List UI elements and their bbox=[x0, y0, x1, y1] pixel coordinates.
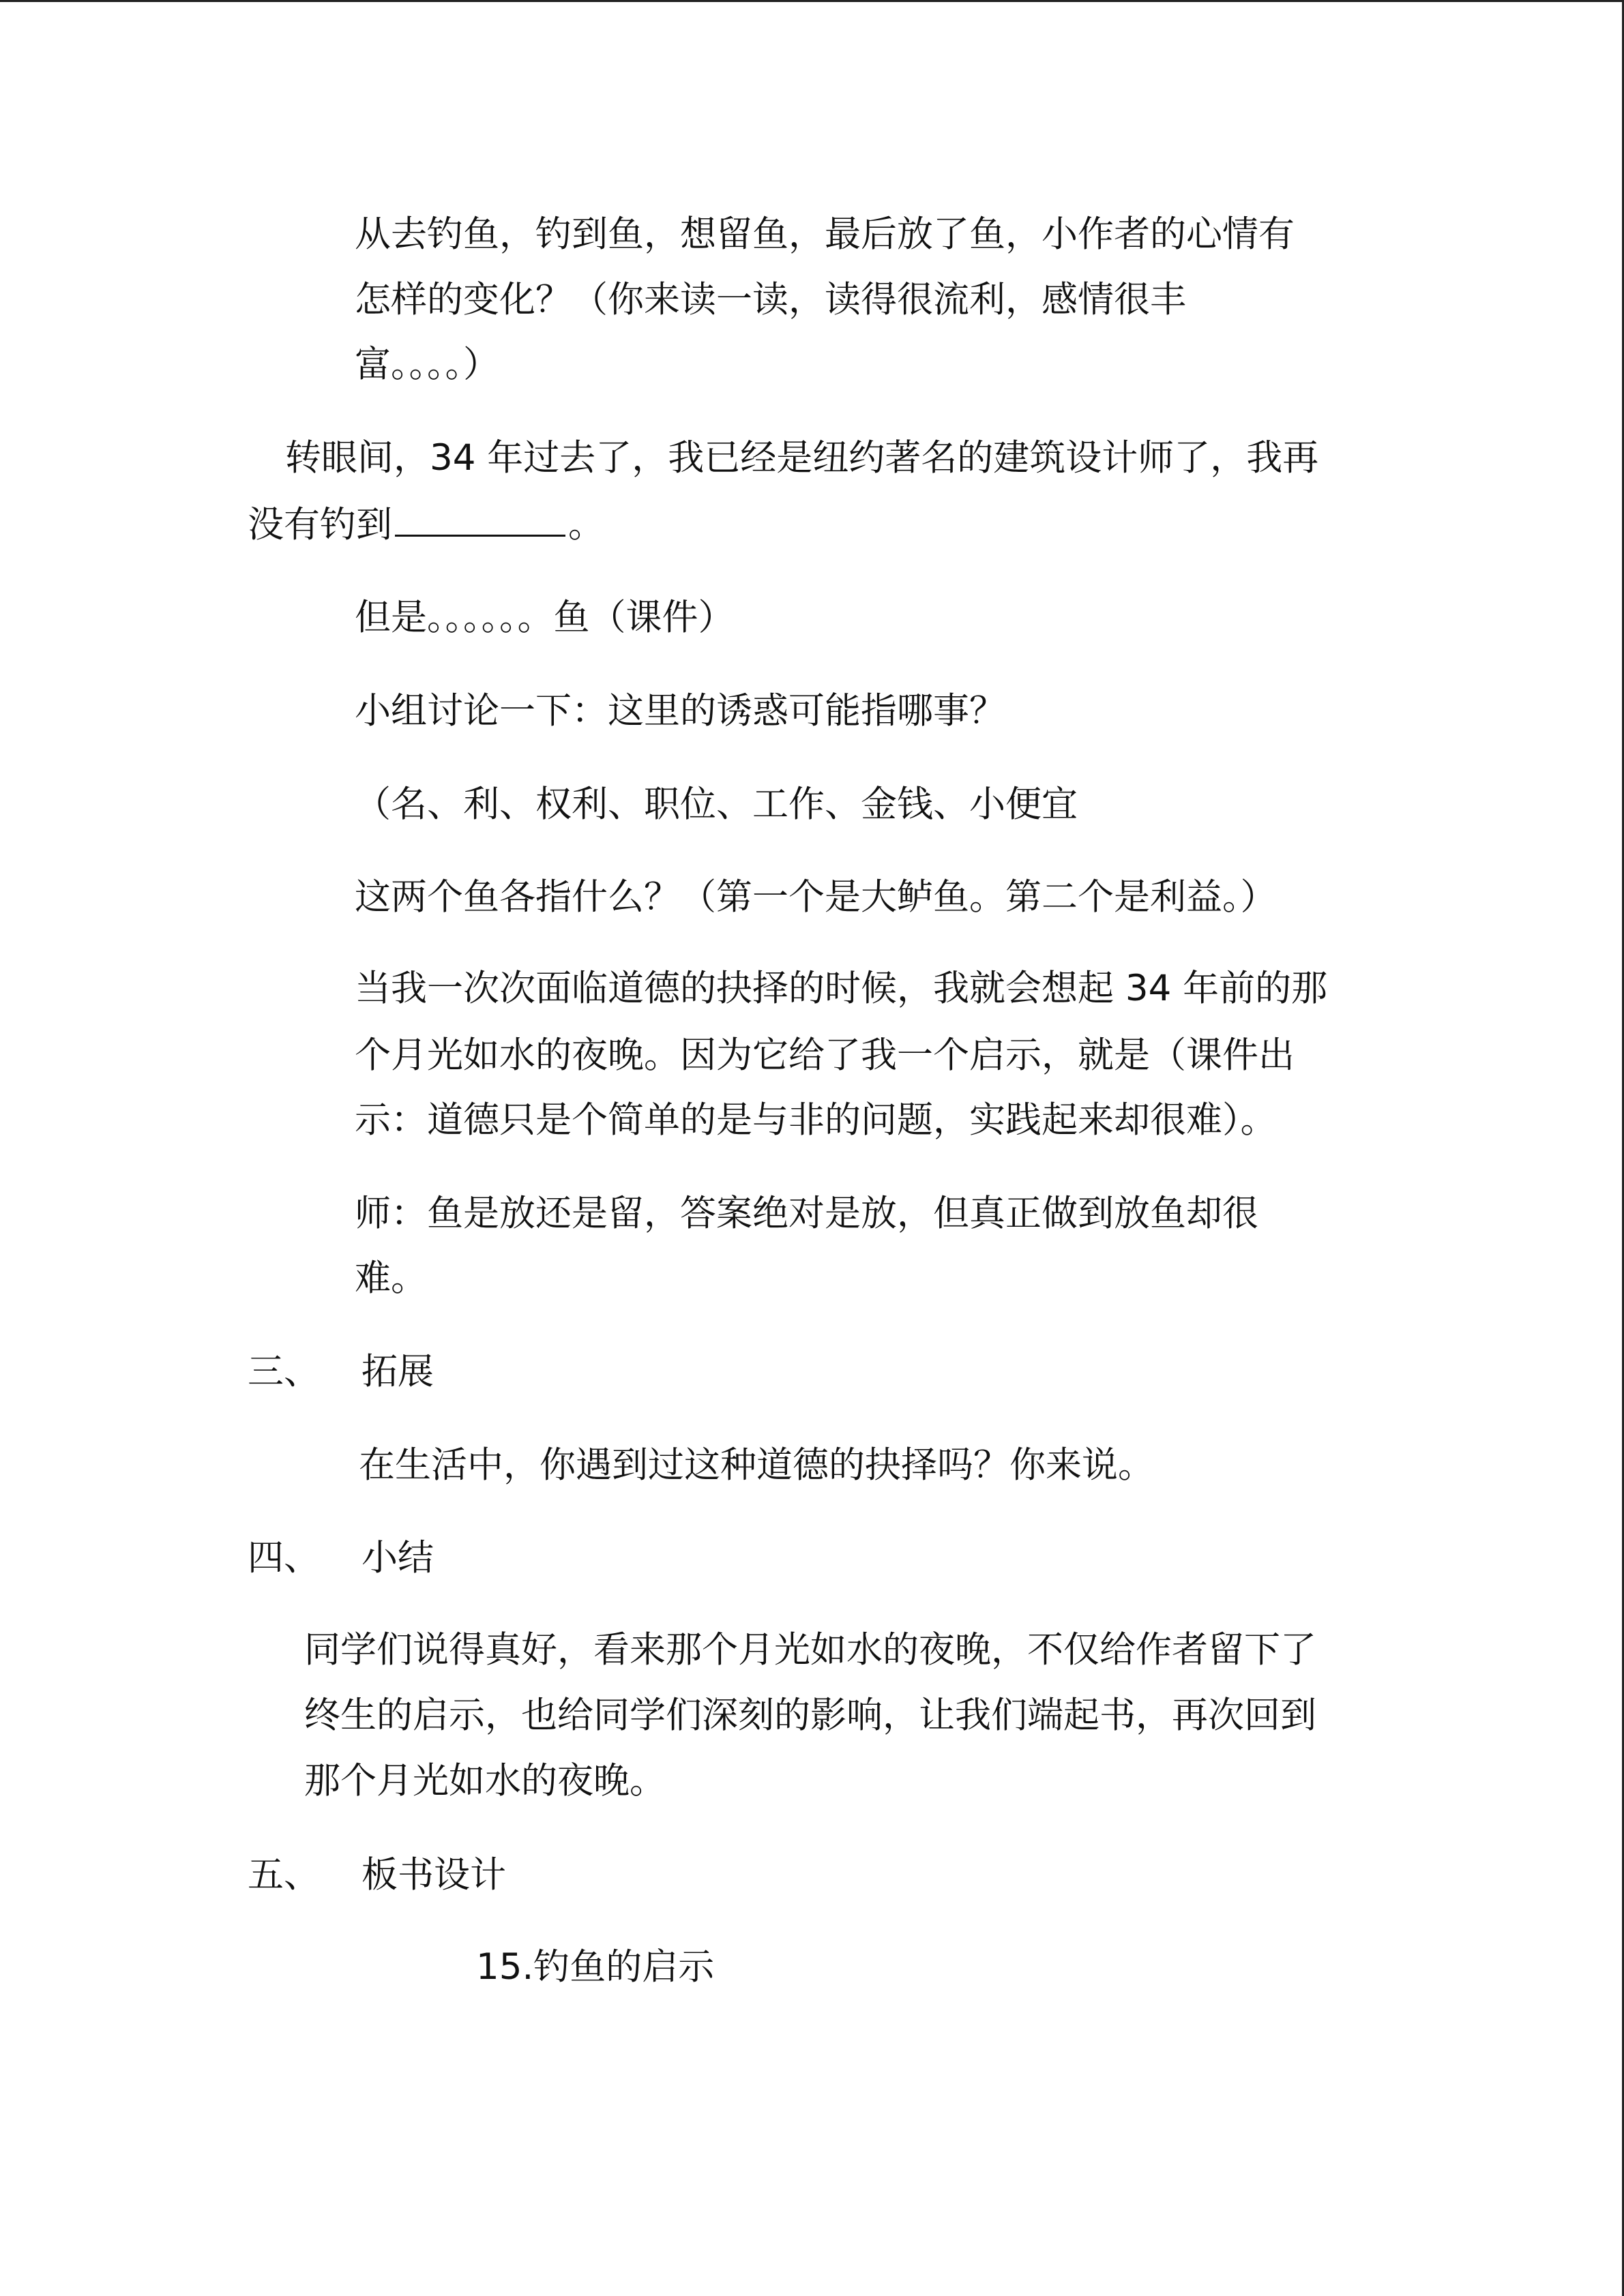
fill-in-blank bbox=[395, 507, 565, 537]
paragraph-line: 难。 bbox=[355, 1257, 427, 1299]
paragraph-line: 从去钓鱼，钓到鱼，想留鱼，最后放了鱼，小作者的心情有 bbox=[355, 213, 1295, 255]
paragraph-line: 怎样的变化？（你来读一读，读得很流利，感情很丰 bbox=[355, 279, 1186, 320]
paragraph-line: 小组讨论一下：这里的诱惑可能指哪事？ bbox=[355, 690, 1005, 732]
section-heading: 小结 bbox=[361, 1537, 434, 1579]
paragraph-line: 同学们说得真好，看来那个月光如水的夜晚，不仅给作者留下了 bbox=[304, 1629, 1316, 1671]
paragraph-line: 富。。。。） bbox=[355, 344, 499, 385]
section-heading: 板书设计 bbox=[361, 1854, 506, 1896]
paragraph-line: 当我一次次面临道德的抉择的时候，我就会想起 34 年前的那 bbox=[355, 968, 1328, 1009]
page-top-border bbox=[0, 0, 1624, 2]
paragraph-line: 这两个鱼各指什么？（第一个是大鲈鱼。第二个是利益。） bbox=[355, 876, 1277, 918]
paragraph-line: 终生的启示，也给同学们深刻的影响，让我们端起书，再次回到 bbox=[304, 1695, 1316, 1736]
text-after-blank: 。 bbox=[568, 504, 604, 546]
paragraph-line: 但是。。。。。。鱼（课件） bbox=[355, 597, 735, 638]
paragraph-line: 那个月光如水的夜晚。 bbox=[304, 1760, 666, 1802]
paragraph-line: 个月光如水的夜晚。因为它给了我一个启示，就是（课件出 bbox=[355, 1034, 1295, 1076]
section-number: 五、 bbox=[248, 1854, 320, 1896]
section-number: 四、 bbox=[248, 1537, 320, 1579]
section-number: 三、 bbox=[248, 1351, 320, 1392]
section-heading: 拓展 bbox=[361, 1351, 434, 1392]
paragraph-line: 示：道德只是个简单的是与非的问题，实践起来却很难）。 bbox=[355, 1099, 1277, 1141]
paragraph-line-with-blank bbox=[248, 505, 604, 546]
paragraph-line: 转眼间，34 年过去了，我已经是纽约著名的建筑设计师了，我再 bbox=[285, 437, 1319, 479]
board-title: 15.钓鱼的启示 bbox=[476, 1946, 715, 1988]
paragraph-line: 师：鱼是放还是留，答案绝对是放，但真正做到放鱼却很 bbox=[355, 1193, 1258, 1234]
paragraph-line: （名、利、权利、职位、工作、金钱、小便宜 bbox=[355, 784, 1078, 825]
text-before-blank: 没有钓到 bbox=[248, 504, 392, 546]
paragraph-line: 在生活中，你遇到过这种道德的抉择吗？你来说。 bbox=[359, 1444, 1154, 1486]
